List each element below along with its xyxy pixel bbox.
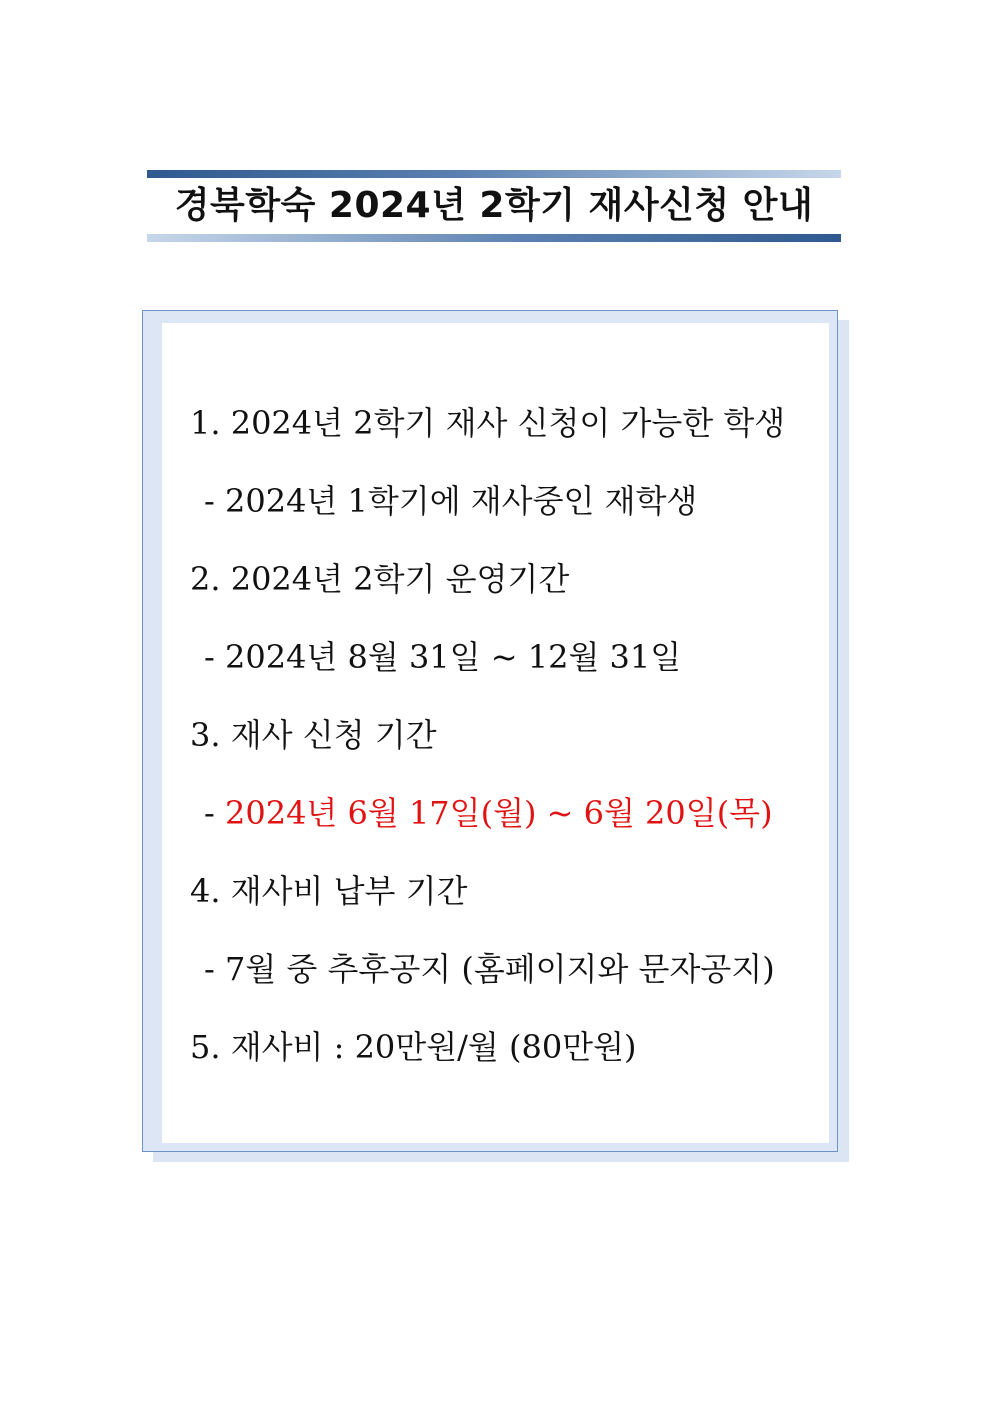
section-5-heading: 5. 재사비 : 20만원/월 (80만원) xyxy=(190,1028,637,1066)
section-3-heading: 3. 재사 신청 기간 xyxy=(190,716,437,754)
section-4-heading: 4. 재사비 납부 기간 xyxy=(190,872,468,910)
section-2-heading: 2. 2024년 2학기 운영기간 xyxy=(190,560,570,598)
notice-box-content xyxy=(162,323,829,1143)
section-4-detail-text: 7월 중 추후공지 (홈페이지와 문자공지) xyxy=(224,950,775,988)
application-period: 2024년 6월 17일(월) ~ 6월 20일(목) xyxy=(224,794,773,832)
title-banner xyxy=(147,170,841,242)
notice-box xyxy=(142,310,838,1152)
detail-dash: - xyxy=(204,794,225,832)
detail-dash: - xyxy=(204,638,225,676)
section-2-detail-text: 2024년 8월 31일 ~ 12월 31일 xyxy=(224,638,682,676)
page-title: 경북학숙 2024년 2학기 재사신청 안내 xyxy=(174,185,814,226)
section-3-detail xyxy=(204,793,773,833)
section-2-detail xyxy=(204,637,681,677)
section-1-detail xyxy=(204,481,697,521)
title-bottom-rule xyxy=(147,234,841,242)
section-1-heading: 1. 2024년 2학기 재사 신청이 가능한 학생 xyxy=(190,404,786,442)
title-top-rule xyxy=(147,170,841,178)
detail-dash: - xyxy=(204,482,225,520)
section-4-detail xyxy=(204,949,775,989)
section-1-detail-text: 2024년 1학기에 재사중인 재학생 xyxy=(224,482,698,520)
detail-dash: - xyxy=(204,950,225,988)
